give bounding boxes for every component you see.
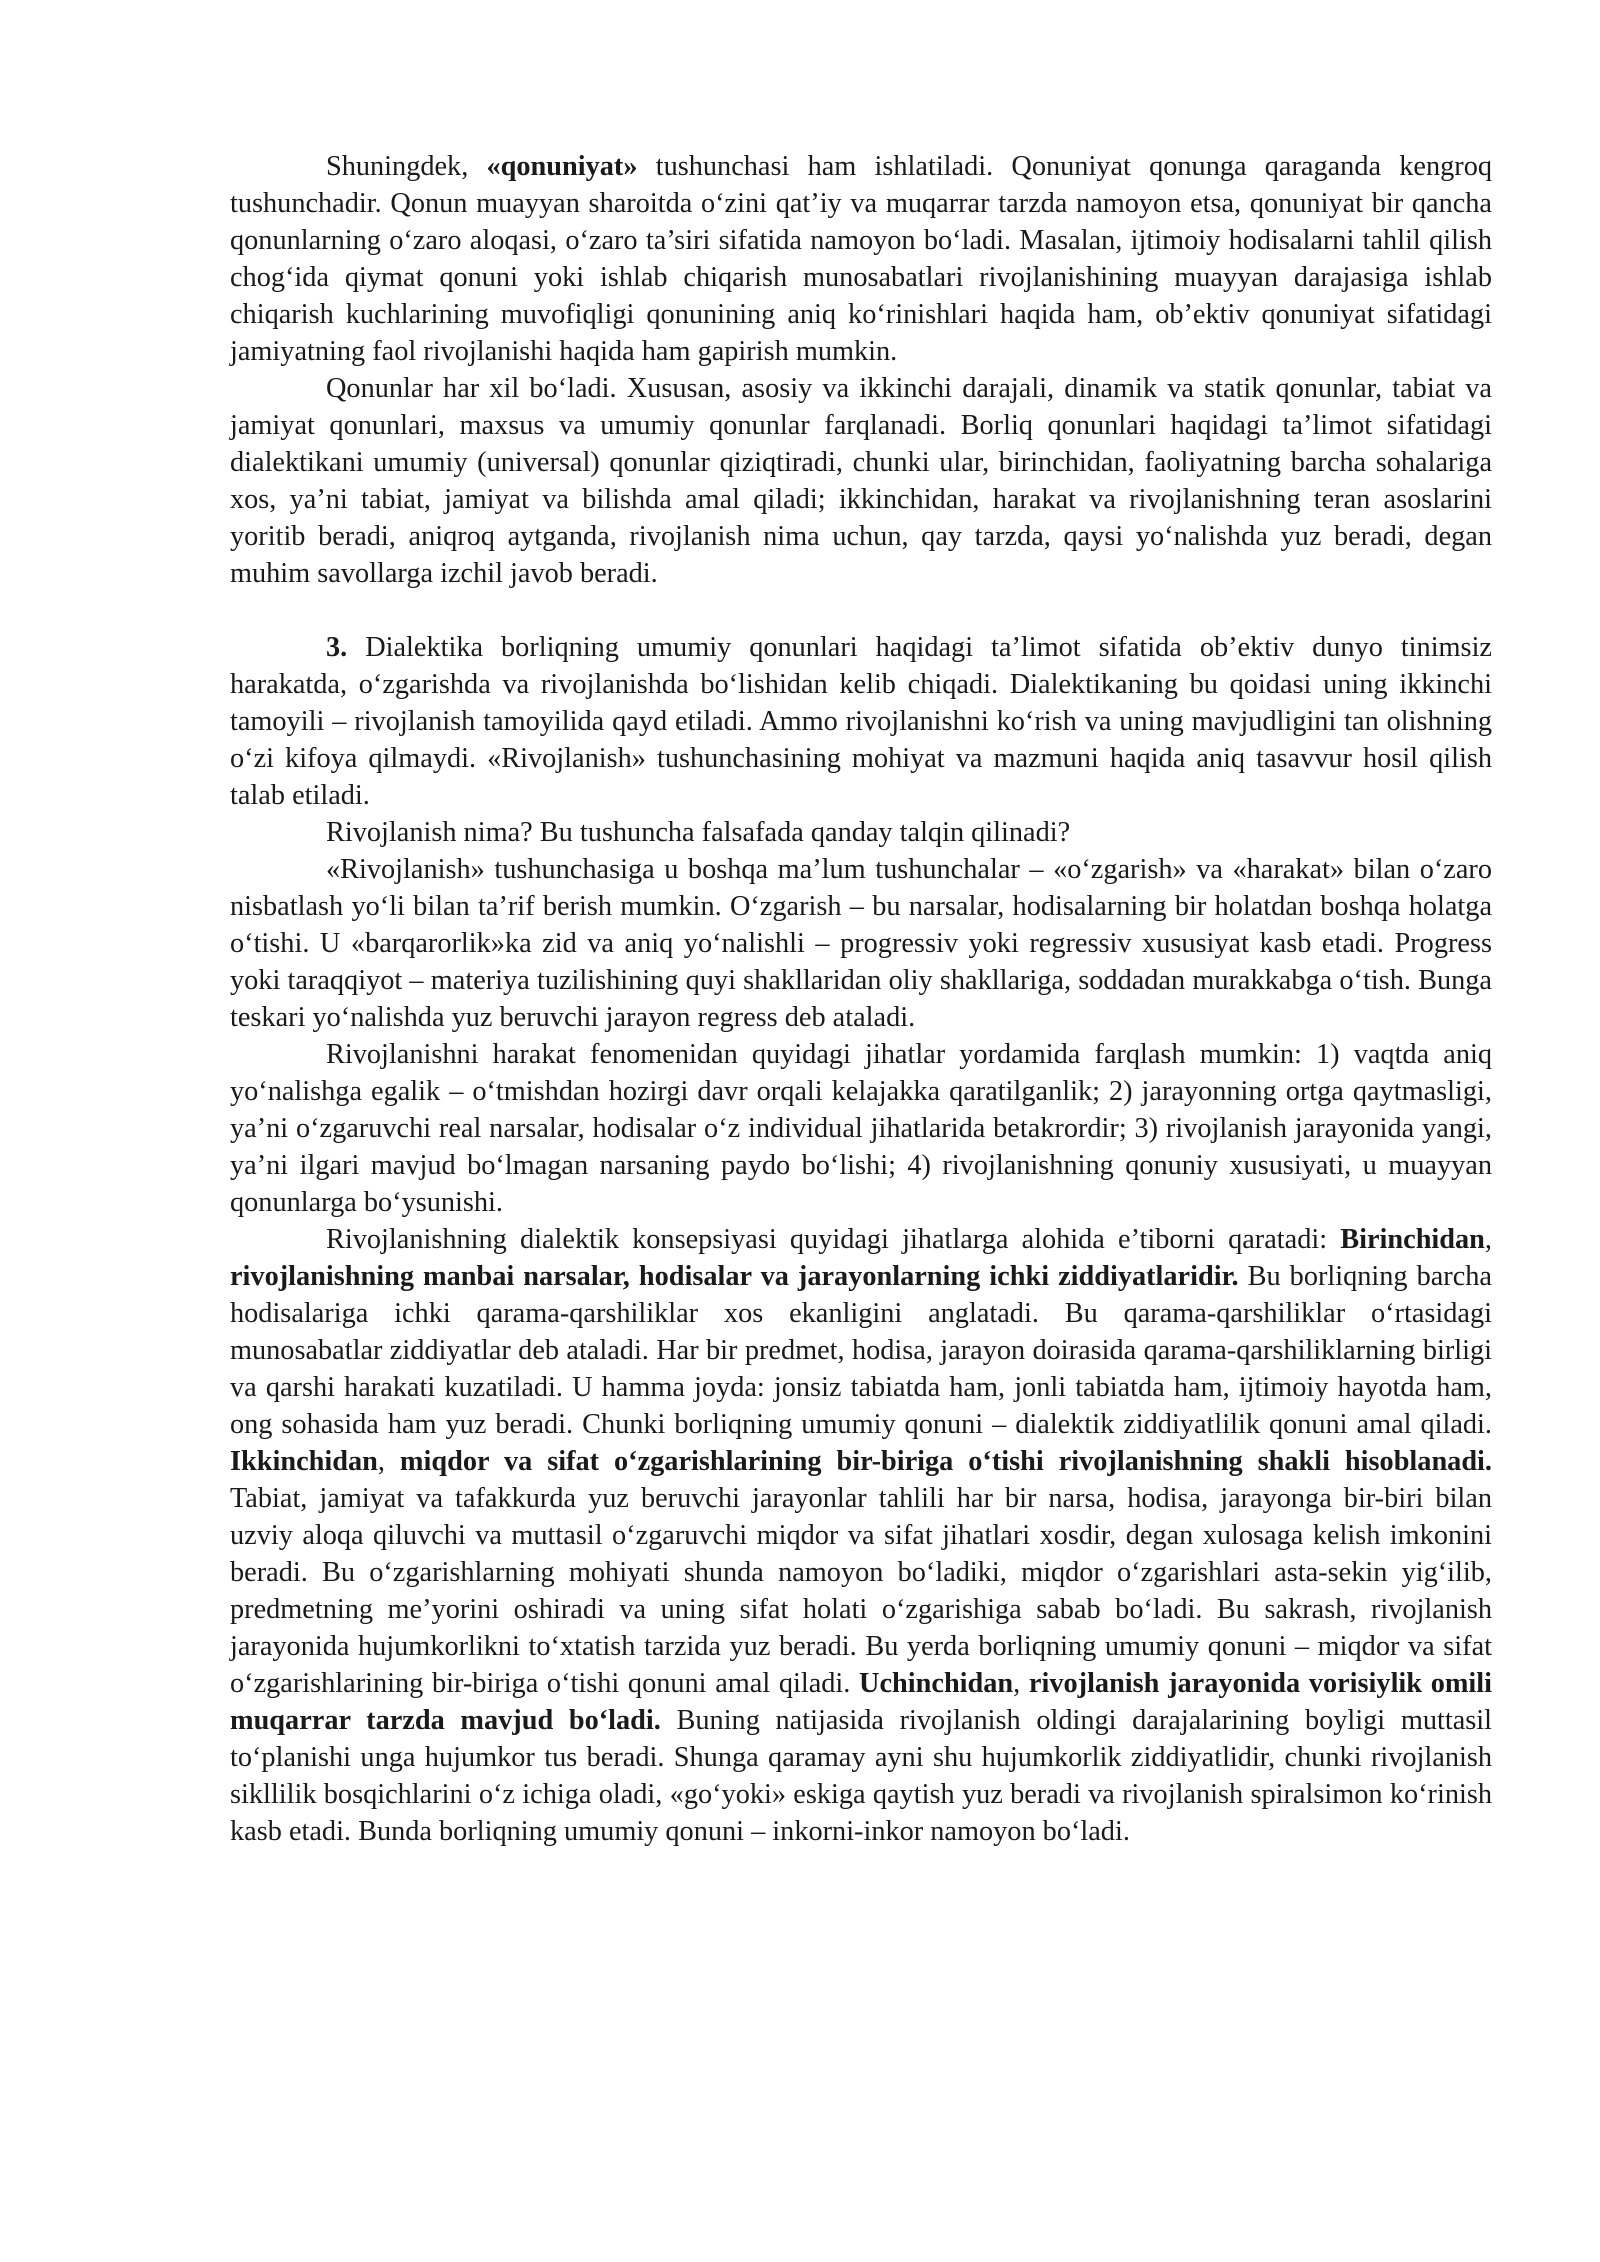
paragraph-text: , xyxy=(1484,1224,1492,1255)
paragraph-text: Bu borliqning barcha hodisalariga ichki qarama-qarshiliklar xos ekanligini anglatadi. Bu qarama-qarshiliklar o‘rtasidagi munosabatlar ziddiyatlar deb ataladi. Har bir predmet, hodisa, jarayon doirasida qarama-qarshiliklarning birligi va qarshi harakati kuzatiladi. U hamma joyda: jonsiz tabiatda ham, jonli tabiatda ham, ijtimoiy hayotda ham, ong sohasida ham yuz beradi. Chunki borliqning umumiy qonuni – dialektik ziddiyatlilik qonuni amal qiladi. xyxy=(230,1261,1492,1440)
thesis-first: rivojlanishning manbai narsalar, hodisalar va jarayonlarning ichki ziddiyatlaridir. xyxy=(230,1261,1239,1292)
term-ikkinchidan: Ikkinchidan xyxy=(230,1446,378,1477)
thesis-third: rivojlanish jarayonida vorisiylik omili muqarrar tarzda mavjud bo‘ladi. xyxy=(230,1668,1492,1736)
paragraph-section-3 xyxy=(230,629,1492,814)
term-birinchidan: Birinchidan xyxy=(1340,1224,1485,1255)
paragraph-text: Rivojlanishning dialektik konsepsiyasi quyidagi jihatlarga alohida e’tiborni qaratadi: xyxy=(326,1224,1341,1255)
paragraph-qonunlar: Qonunlar har xil bo‘ladi. Xususan, asosiy va ikkinchi darajali, dinamik va statik qonunlar, tabiat va jamiyat qonunlari, maxsus va umumiy qonunlar farqlanadi. Borliq qonunlari haqidagi ta’limot sifatidagi dialektikani umumiy (universal) qonunlar qiziqtiradi, chunki ular, birinchidan, faoliyatning barcha sohalariga xos, ya’ni tabiat, jamiyat va bilishda amal qiladi; ikkinchidan, harakat va rivojlanishning teran asoslarini yoritib beradi, aniqroq aytganda, rivojlanish nima uchun, qay tarzda, qaysi yo‘nalishda yuz beradi, degan muhim savollarga izchil javob beradi. xyxy=(230,373,1492,589)
paragraph-text: Shuningdek, xyxy=(326,151,487,182)
thesis-second: miqdor va sifat o‘zgarishlarining bir-biriga o‘tishi rivojlanishning shakli hisoblanadi. xyxy=(399,1446,1492,1477)
paragraph-text: tushunchasi ham ishlatiladi. Qonuniyat qonunga qaraganda kengroq tushunchadir. Qonun muayyan sharoitda o‘zini qat’iy va muqarrar tarzda namoyon etsa, qonuniyat bir qancha qonunlarning o‘zaro aloqasi, o‘zaro ta’siri sifatida namoyon bo‘ladi. Masalan, ijtimoiy hodisalarni tahlil qilish chog‘ida qiymat qonuni yoki ishlab chiqarish munosabatlari rivojlanishining muayyan darajasiga ishlab chiqarish kuchlarining muvofiqligi qonunining aniq ko‘rinishlari haqida ham, ob’ektiv qonuniyat sifatidagi jamiyatning faol rivojlanishi haqida ham gapirish mumkin. xyxy=(230,151,1492,367)
term-uchinchidan: Uchinchidan xyxy=(859,1668,1014,1699)
paragraph-dialectic-concept xyxy=(230,1221,1492,1850)
paragraph-rivojlanish-aspects: Rivojlanishni harakat fenomenidan quyidagi jihatlar yordamida farqlash mumkin: 1) vaqtda aniq yo‘nalishga egalik – o‘tmishdan hozirgi davr orqali kelajakka qaratilganlik; 2) jarayonning ortga qaytmasligi, ya’ni o‘zgaruvchi real narsalar, hodisalar o‘z individual jihatlarida betakrordir; 3) rivojlanish jarayonida yangi, ya’ni ilgari mavjud bo‘lmagan narsaning paydo bo‘lishi; 4) rivojlanishning qonuniy xususiyati, u muayyan qonunlarga bo‘ysunishi. xyxy=(230,1039,1492,1218)
term-qonuniyat: «qonuniyat» xyxy=(486,151,638,182)
paragraph-rivojlanish-definition: «Rivojlanish» tushunchasiga u boshqa ma’lum tushunchalar – «o‘zgarish» va «harakat» bilan o‘zaro nisbatlash yo‘li bilan ta’rif berish mumkin. O‘zgarish – bu narsalar, hodisalarning bir holatdan boshqa holatga o‘tishi. U «barqarorlik»ka zid va aniq yo‘nalishli – progressiv yoki regressiv xususiyat kasb etadi. Progress yoki taraqqiyot – materiya tuzilishining quyi shakllaridan oliy shakllariga, soddadan murakkabga o‘tish. Bunga teskari yo‘nalishda yuz beruvchi jarayon regress deb ataladi. xyxy=(230,854,1492,1033)
paragraph-text: Dialektika borliqning umumiy qonunlari haqidagi ta’limot sifatida ob’ektiv dunyo tinimsiz harakatda, o‘zgarishda va rivojlanishda bo‘lishidan kelib chiqadi. Dialektikaning bu qoidasi uning ikkinchi tamoyili – rivojlanish tamoyilida qayd etiladi. Ammo rivojlanishni ko‘rish va uning mavjudligini tan olishning o‘zi kifoya qilmaydi. «Rivojlanish» tushunchasining mohiyat va mazmuni haqida aniq tasavvur hosil qilish talab etiladi. xyxy=(230,632,1492,811)
document-page xyxy=(230,148,1492,1850)
paragraph-text: , xyxy=(1013,1668,1029,1699)
paragraph-question: Rivojlanish nima? Bu tushuncha falsafada qanday talqin qilinadi? xyxy=(326,817,1071,848)
section-number: 3. xyxy=(326,632,348,663)
paragraph-text: Buning natijasida rivojlanish oldingi darajalarining boyligi muttasil to‘planishi unga hujumkor tus beradi. Shunga qaramay ayni shu hujumkorlik ziddiyatlidir, chunki rivojlanish sikllilik bosqichlarini o‘z ichiga oladi, «go‘yoki» eskiga qaytish yuz beradi va rivojlanish spiralsimon ko‘rinish kasb etadi. Bunda borliqning umumiy qonuni – inkorni-inkor namoyon bo‘ladi. xyxy=(230,1705,1492,1847)
paragraph-text: , xyxy=(377,1446,400,1477)
paragraph-text: Tabiat, jamiyat va tafakkurda yuz beruvchi jarayonlar tahlili har bir narsa, hodisa, jarayonga bir-biri bilan uzviy aloqa qiluvchi va muttasil o‘zgaruvchi miqdor va sifat jihatlari xosdir, degan xulosaga kelish imkonini beradi. Bu o‘zgarishlarning mohiyati shunda namoyon bo‘ladiki, miqdor o‘zgarishlari asta-sekin yig‘ilib, predmetning me’yorini oshiradi va uning sifat holati o‘zgarishiga sabab bo‘ladi. Bu sakrash, rivojlanish jarayonida hujumkorlikni to‘xtatish tarzida yuz beradi. Bu yerda borliqning umumiy qonuni – miqdor va sifat o‘zgarishlarining bir-biriga o‘tishi qonuni amal qiladi. xyxy=(230,1483,1492,1699)
paragraph-qonuniyat xyxy=(230,148,1492,370)
